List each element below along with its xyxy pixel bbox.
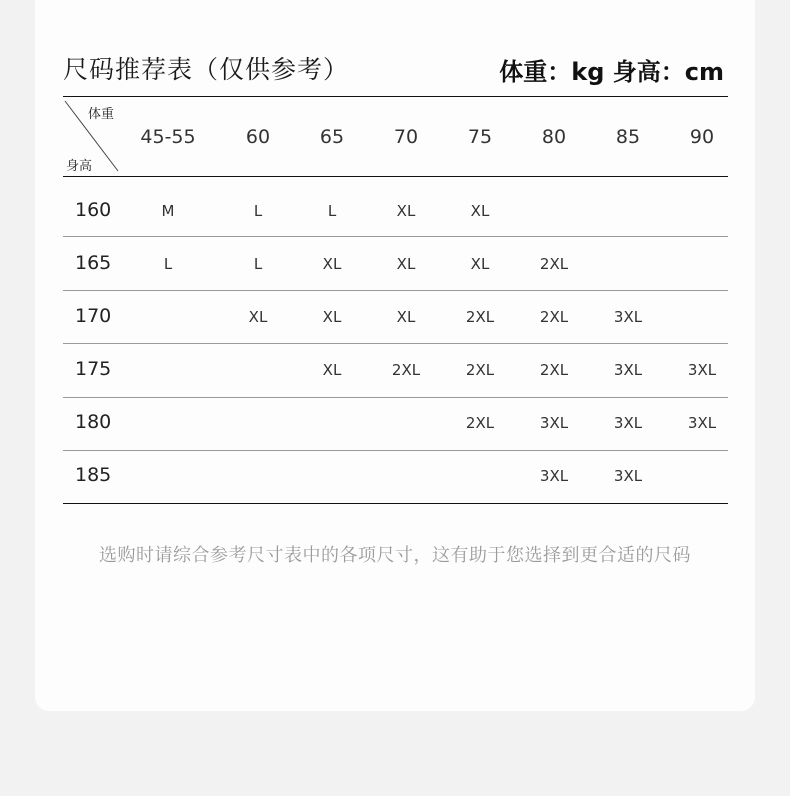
table-header-rule bbox=[63, 176, 728, 177]
size-cell: 3XL bbox=[613, 414, 643, 432]
row-divider bbox=[63, 290, 728, 291]
size-cell: XL bbox=[248, 308, 268, 326]
size-cell: XL bbox=[396, 202, 416, 220]
row-header-height: 175 bbox=[75, 358, 112, 380]
table-top-rule bbox=[63, 96, 728, 97]
row-divider bbox=[63, 450, 728, 451]
size-cell: L bbox=[253, 255, 263, 273]
size-cell: XL bbox=[322, 255, 342, 273]
row-divider bbox=[63, 236, 728, 237]
column-header-weight: 60 bbox=[245, 126, 271, 148]
corner-height-label: 身高 bbox=[66, 159, 93, 174]
row-divider bbox=[63, 397, 728, 398]
size-cell: 2XL bbox=[539, 308, 569, 326]
column-header-weight: 85 bbox=[615, 126, 641, 148]
size-cell: 3XL bbox=[687, 361, 717, 379]
column-header-weight: 70 bbox=[393, 126, 419, 148]
corner-weight-label: 体重 bbox=[88, 107, 115, 122]
row-header-height: 160 bbox=[75, 199, 112, 221]
size-cell: XL bbox=[396, 308, 416, 326]
size-cell: 3XL bbox=[613, 308, 643, 326]
row-header-height: 170 bbox=[75, 305, 112, 327]
size-cell: XL bbox=[396, 255, 416, 273]
column-header-weight: 65 bbox=[319, 126, 345, 148]
size-cell: L bbox=[163, 255, 173, 273]
size-cell: 2XL bbox=[539, 255, 569, 273]
row-header-height: 185 bbox=[75, 464, 112, 486]
footer-note: 选购时请综合参考尺寸表中的各项尺寸，这有助于您选择到更合适的尺码 bbox=[99, 545, 691, 566]
size-cell: XL bbox=[322, 308, 342, 326]
size-cell: L bbox=[327, 202, 337, 220]
size-cell: 3XL bbox=[687, 414, 717, 432]
size-cell: 3XL bbox=[539, 414, 569, 432]
size-cell: XL bbox=[470, 202, 490, 220]
size-cell: M bbox=[161, 202, 175, 220]
size-cell: 2XL bbox=[465, 414, 495, 432]
size-chart-card bbox=[35, 0, 755, 711]
size-cell: L bbox=[253, 202, 263, 220]
size-cell: 3XL bbox=[539, 467, 569, 485]
row-header-height: 165 bbox=[75, 252, 112, 274]
size-cell: 3XL bbox=[613, 361, 643, 379]
row-divider bbox=[63, 343, 728, 344]
size-cell: 2XL bbox=[391, 361, 421, 379]
row-divider bbox=[63, 503, 728, 504]
row-header-height: 180 bbox=[75, 411, 112, 433]
size-cell: 3XL bbox=[613, 467, 643, 485]
column-header-weight: 90 bbox=[689, 126, 715, 148]
page-title: 尺码推荐表（仅供参考） bbox=[63, 55, 350, 84]
size-cell: 2XL bbox=[465, 361, 495, 379]
column-header-weight: 80 bbox=[541, 126, 567, 148]
size-cell: 2XL bbox=[465, 308, 495, 326]
size-cell: 2XL bbox=[539, 361, 569, 379]
size-cell: XL bbox=[470, 255, 490, 273]
column-header-weight: 75 bbox=[467, 126, 493, 148]
size-cell: XL bbox=[322, 361, 342, 379]
column-header-weight: 45-55 bbox=[140, 126, 196, 148]
units-label: 体重：kg 身高：cm bbox=[499, 58, 724, 86]
